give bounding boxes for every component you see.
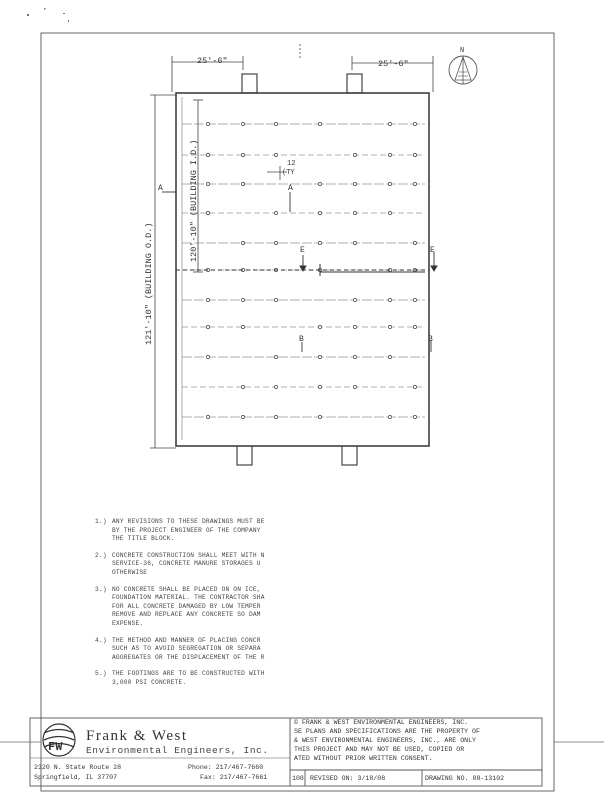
- note-number: 2.): [95, 551, 107, 559]
- rebar-dot: [274, 122, 277, 125]
- rebar-dot: [353, 355, 356, 358]
- section-e-left: E: [300, 246, 305, 255]
- note-number: 1.): [95, 518, 107, 525]
- rebar-dot: [274, 298, 277, 301]
- address-line-2: Springfield, IL 37707: [34, 774, 118, 781]
- rebar-dot: [413, 122, 416, 125]
- rebar-dot: [413, 325, 416, 328]
- rebar-dot: [353, 241, 356, 244]
- rebar-dot: [388, 298, 391, 301]
- scan-specks: [27, 8, 69, 22]
- rebar-dot: [353, 211, 356, 214]
- rebar-dot: [241, 385, 244, 388]
- company-name: Frank & West: [86, 728, 188, 744]
- rebar-dot: [206, 122, 209, 125]
- section-b-right: B: [428, 335, 433, 344]
- rebar-dot: [274, 355, 277, 358]
- rebar-dot: [413, 241, 416, 244]
- bottom-pad-left: [237, 446, 252, 465]
- rebar-dot: [413, 153, 416, 156]
- rebar-dot: [318, 182, 321, 185]
- revised-date: REVISED ON: 3/18/08: [310, 775, 386, 782]
- logo-letters: FW: [48, 740, 63, 754]
- section-e-right: E: [430, 246, 435, 255]
- note-item: [95, 552, 300, 578]
- note-text: NO CONCRETE SHALL BE PLACED ON ON ICE, FOUNDATION MATERIAL. THE CONTRACTOR SHA FOR ALL CONCRETE DAMAGED BY LOW TEMPER REMOVE AND REPLACE ANY CONCRETE SO DAM EXPENSE.: [112, 585, 265, 627]
- address-line-1: 2320 N. State Route 28: [34, 764, 122, 771]
- bottom-pad-right: [342, 446, 357, 465]
- rebar-dot: [274, 385, 277, 388]
- rebar-dot: [206, 355, 209, 358]
- copyright-line-3: & WEST ENVIRONMENTAL ENGINEERS, INC., ARE ONLY: [294, 737, 477, 744]
- note-item: [95, 637, 300, 663]
- note-text: CONCRETE CONSTRUCTION SHALL MEET WITH N SERVICE-36, CONCRETE MANURE STORAGES U OTHERWISE: [112, 551, 265, 576]
- rebar-dot: [274, 153, 277, 156]
- company-subtitle: Environmental Engineers, Inc.: [86, 745, 269, 756]
- copyright-line-2: SE PLANS AND SPECIFICATIONS ARE THE PROPERTY OF: [294, 728, 480, 735]
- company-logo-icon: [43, 724, 75, 756]
- copyright-line-5: ATED WITHOUT PRIOR WRITTEN CONSENT.: [294, 755, 433, 762]
- rebar-dot: [318, 355, 321, 358]
- phone-number: Phone: 217/467-7660: [188, 764, 264, 771]
- rebar-dot: [413, 385, 416, 388]
- general-notes: [95, 518, 300, 696]
- section-b-left: B: [299, 335, 304, 344]
- rebar-dot: [388, 355, 391, 358]
- rebar-dot: [353, 182, 356, 185]
- sheet-cell: 108: [292, 775, 304, 782]
- rebar-dot: [388, 211, 391, 214]
- rebar-dot: [241, 122, 244, 125]
- rebar-dot: [353, 153, 356, 156]
- note-text: THE FOOTINGS ARE TO BE CONSTRUCTED WITH 3,000 PSI CONCRETE.: [112, 670, 265, 686]
- rebar-dot: [206, 211, 209, 214]
- rebar-dot: [318, 385, 321, 388]
- rebar-dot: [206, 182, 209, 185]
- dim-top-left: 25'-6": [197, 56, 228, 66]
- rebar-dot: [318, 241, 321, 244]
- rebar-dot: [353, 385, 356, 388]
- dim-left-inner: 120'-10" (BUILDING I.D.): [189, 139, 199, 262]
- note-number: 4.): [95, 636, 107, 644]
- rebar-dot: [353, 298, 356, 301]
- rebar-dot: [241, 325, 244, 328]
- rebar-dot: [318, 211, 321, 214]
- copyright-line-1: © FRANK & WEST ENVIRONMENTAL ENGINEERS, INC.: [294, 719, 469, 726]
- dim-small-sub: (TY: [282, 169, 295, 177]
- north-label: N: [460, 47, 465, 55]
- rebar-dot: [413, 182, 416, 185]
- note-text: ANY REVISIONS TO THESE DRAWINGS MUST BE BY THE PROJECT ENGINEER OF THE COMPANY THE TITLE BLOCK.: [112, 518, 265, 543]
- rebar-dot: [241, 182, 244, 185]
- rebar-dot: [388, 415, 391, 418]
- drawing-number: DRAWING NO. 08-13102: [425, 775, 505, 782]
- rebar-dot: [274, 241, 277, 244]
- top-pad-right: [347, 74, 362, 93]
- rebar-dot: [318, 415, 321, 418]
- note-item: [95, 670, 300, 687]
- section-a-left: A: [158, 184, 163, 193]
- dim-left-outer: 121'-10" (BUILDING O.D.): [144, 222, 154, 345]
- rebar-dot: [206, 298, 209, 301]
- rebar-dot: [241, 153, 244, 156]
- fax-number: Fax: 217/467-7661: [200, 774, 268, 781]
- note-number: 3.): [95, 585, 107, 593]
- top-pad-left: [242, 74, 257, 93]
- rebar-dot: [388, 182, 391, 185]
- rebar-dot: [274, 415, 277, 418]
- rebar-dot: [241, 415, 244, 418]
- note-text: THE METHOD AND MANNER OF PLACING CONCR SUCH AS TO AVOID SEGREGATION OR SEPARA AGGREGATES OR THE DISPLACEMENT OF THE R: [112, 636, 265, 661]
- note-item: [95, 586, 300, 629]
- rebar-dot: [274, 211, 277, 214]
- rebar-dot: [206, 415, 209, 418]
- section-a-inner: A: [288, 184, 293, 193]
- rebar-dot: [388, 153, 391, 156]
- note-item: [95, 518, 300, 544]
- rebar-dot: [241, 241, 244, 244]
- copyright-line-4: THIS PROJECT AND MAY NOT BE USED, COPIED OR: [294, 746, 465, 753]
- rebar-dot: [388, 122, 391, 125]
- rebar-dot: [206, 153, 209, 156]
- dim-small: 12: [287, 160, 296, 168]
- rebar-dot: [353, 325, 356, 328]
- rebar-dot: [241, 298, 244, 301]
- north-arrow-icon: [449, 56, 477, 84]
- rebar-dot: [413, 415, 416, 418]
- rebar-dot: [206, 325, 209, 328]
- rebar-dot: [388, 325, 391, 328]
- rebar-dot: [318, 122, 321, 125]
- note-number: 5.): [95, 670, 107, 678]
- rebar-dot: [413, 298, 416, 301]
- dim-top-right: 25'-6": [378, 59, 409, 69]
- rebar-dot: [318, 325, 321, 328]
